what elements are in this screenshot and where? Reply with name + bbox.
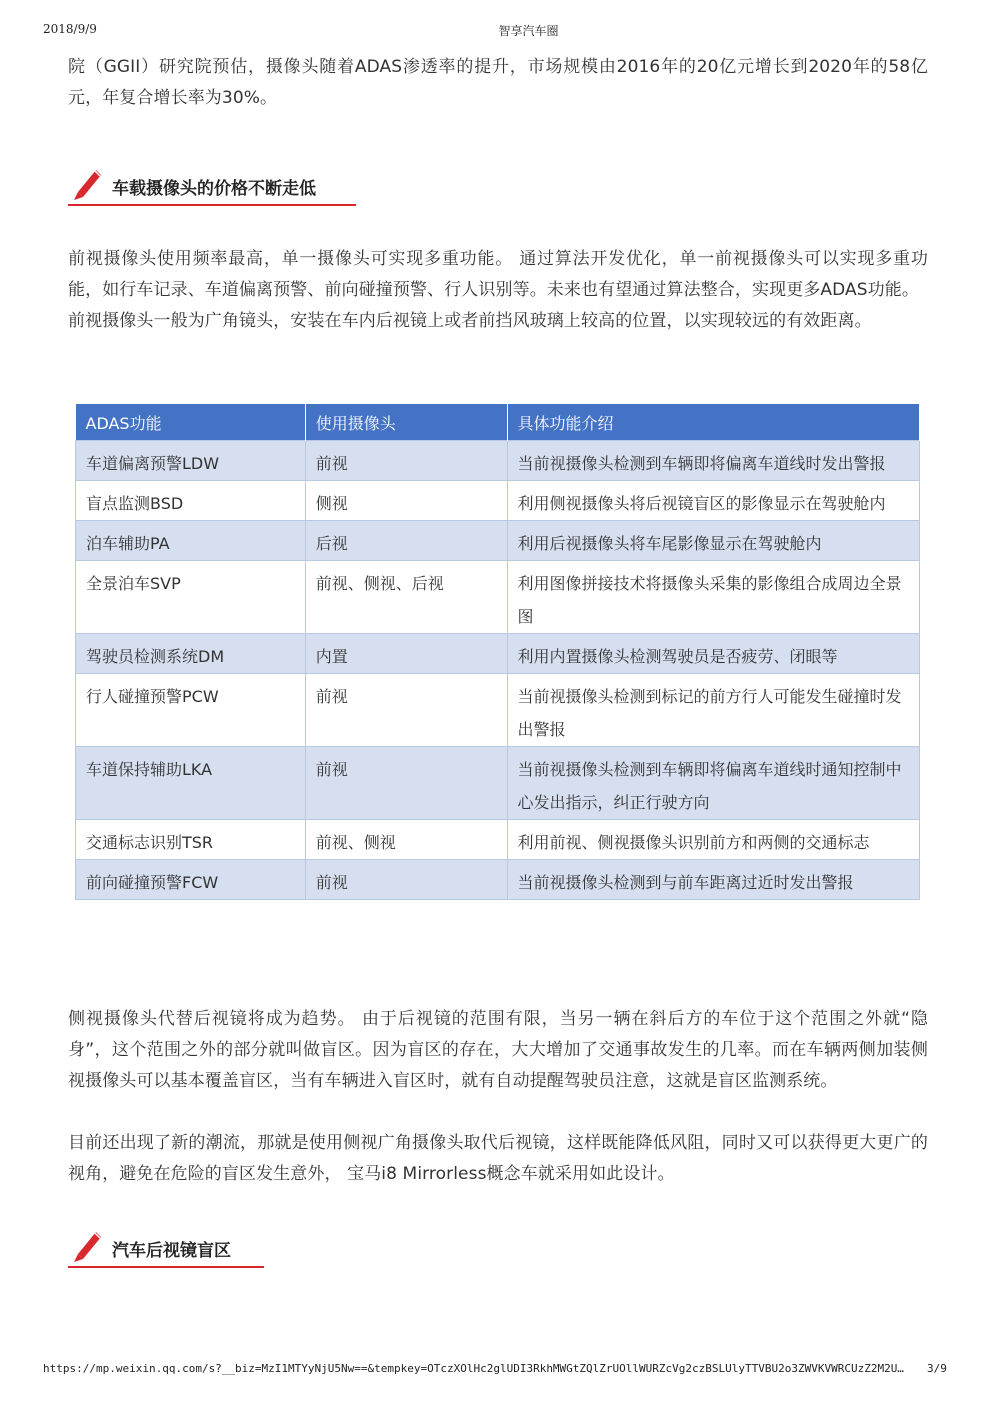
table-cell-description: 利用图像拼接技术将摄像头采集的影像组合成周边全景图 <box>507 561 919 634</box>
table-cell-function: 盲点监测BSD <box>76 481 306 521</box>
table-cell-description: 当前视摄像头检测到车辆即将偏离车道线时发出警报 <box>507 441 919 481</box>
table-cell-camera: 前视 <box>305 860 507 900</box>
table-cell-description: 利用内置摄像头检测驾驶员是否疲劳、闭眼等 <box>507 634 919 674</box>
table-row <box>76 860 920 900</box>
table-cell-function: 前向碰撞预警FCW <box>76 860 306 900</box>
table-cell-camera: 前视 <box>305 674 507 747</box>
table-row <box>76 820 920 860</box>
table-cell-camera: 前视、侧视 <box>305 820 507 860</box>
table-row <box>76 561 920 634</box>
table-cell-function: 车道偏离预警LDW <box>76 441 306 481</box>
adas-function-table <box>75 404 920 900</box>
section-heading-blind-spot <box>68 1226 264 1268</box>
table-cell-description: 当前视摄像头检测到标记的前方行人可能发生碰撞时发出警报 <box>507 674 919 747</box>
wide-angle-paragraph: 前视摄像头一般为广角镜头，安装在车内后视镜上或者前挡风玻璃上较高的位置，以实现较远的有效距离。 <box>68 311 872 331</box>
print-header <box>0 22 992 42</box>
page-number: 3/9 <box>927 1362 947 1375</box>
table-row <box>76 521 920 561</box>
table-cell-camera: 前视 <box>305 747 507 820</box>
section-heading-price <box>68 164 356 206</box>
intro-paragraph: 院（GGII）研究院预估，摄像头随着ADAS渗透率的提升，市场规模由2016年的20亿元增长到2020年的58亿元，年复合增长率为30%。 <box>68 57 928 108</box>
pencil-icon <box>70 1228 104 1262</box>
article-body <box>68 52 928 337</box>
table-cell-description: 当前视摄像头检测到车辆即将偏离车道线时通知控制中心发出指示，纠正行驶方向 <box>507 747 919 820</box>
table-row <box>76 674 920 747</box>
table-cell-camera: 前视 <box>305 441 507 481</box>
table-cell-camera: 前视、侧视、后视 <box>305 561 507 634</box>
table-row <box>76 747 920 820</box>
table-cell-function: 全景泊车SVP <box>76 561 306 634</box>
table-cell-function: 驾驶员检测系统DM <box>76 634 306 674</box>
table-row <box>76 481 920 521</box>
column-header-camera: 使用摄像头 <box>305 404 507 441</box>
front-camera-paragraph: 前视摄像头使用频率最高，单一摄像头可实现多重功能。 通过算法开发优化，单一前视摄像头可以实现多重功能，如行车记录、车道偏离预警、前向碰撞预警、行人识别等。未来也有望通过算法整合，实现更多ADAS功能。 <box>68 249 928 300</box>
section-heading-text: 车载摄像头的价格不断走低 <box>112 179 316 199</box>
table-row <box>76 441 920 481</box>
table-cell-function: 车道保持辅助LKA <box>76 747 306 820</box>
new-trend-paragraph: 目前还出现了新的潮流，那就是使用侧视广角摄像头取代后视镜，这样既能降低风阻，同时又可以获得更大更广的视角，避免在危险的盲区发生意外， 宝马i8 Mirrorless概念车就采用如此设计。 <box>68 1133 928 1184</box>
table-cell-description: 利用前视、侧视摄像头识别前方和两侧的交通标志 <box>507 820 919 860</box>
side-camera-paragraph: 侧视摄像头代替后视镜将成为趋势。 由于后视镜的范围有限，当另一辆在斜后方的车位于这个范围之外就“隐身”，这个范围之外的部分就叫做盲区。因为盲区的存在，大大增加了交通事故发生的几率。而在车辆两侧加装侧视摄像头可以基本覆盖盲区，当有车辆进入盲区时，就有自动提醒驾驶员注意，这就是盲区监测系统。 <box>68 1009 928 1091</box>
table-cell-description: 利用后视摄像头将车尾影像显示在驾驶舱内 <box>507 521 919 561</box>
table-cell-function: 泊车辅助PA <box>76 521 306 561</box>
table-cell-description: 当前视摄像头检测到与前车距离过近时发出警报 <box>507 860 919 900</box>
print-site-title: 智享汽车圈 <box>498 24 559 38</box>
table-cell-function: 行人碰撞预警PCW <box>76 674 306 747</box>
print-url: https://mp.weixin.qq.com/s?__biz=MzI1MTYyNjU5Nw==&tempkey=OTczXOlHc2glUDI3RkhMWGtZQlZrUOllWURZcVg2czBSLUlyTTVBU2o3ZWVKVWRCUzZ2M2U… <box>43 1362 904 1375</box>
table-header-row <box>76 404 920 441</box>
print-date: 2018/9/9 <box>43 22 97 36</box>
table-cell-function: 交通标志识别TSR <box>76 820 306 860</box>
table-row <box>76 634 920 674</box>
column-header-function: ADAS功能 <box>76 404 306 441</box>
section-heading-text: 汽车后视镜盲区 <box>112 1241 231 1261</box>
article-body-continued <box>68 1004 928 1268</box>
pencil-icon <box>70 166 104 200</box>
table-cell-camera: 内置 <box>305 634 507 674</box>
column-header-description: 具体功能介绍 <box>507 404 919 441</box>
table-cell-camera: 后视 <box>305 521 507 561</box>
table-cell-camera: 侧视 <box>305 481 507 521</box>
table-cell-description: 利用侧视摄像头将后视镜盲区的影像显示在驾驶舱内 <box>507 481 919 521</box>
